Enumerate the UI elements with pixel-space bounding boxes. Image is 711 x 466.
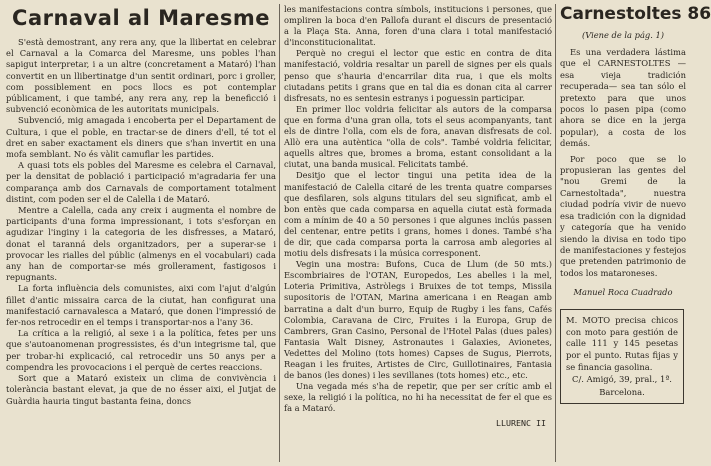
article2-body — [560, 47, 686, 279]
column-divider-1 — [279, 4, 280, 462]
article2-column — [560, 4, 711, 404]
article1-paragraph: Desitjo que el lector tingui una petita idea de la manifestació de Calella citaré de les trenta quatre comparses que desfilaren, sols alguns titulars del seu significat, amb el bon entès que cada comparsa en aquella ciutat està formada com a mínim de 40 a 50 persones i que algunes inclús passen del centenar, entre petits i grans, homes i dones. També s'ha de dir, que cada comparsa porta la carrosa amb alegories al motiu dels disfresats i la música corresponent. — [284, 170, 552, 259]
article1-paragraph: La forta influència dels comunistes, aixi com l'ajut d'algún fillet d'antic missaira carca de la ciutat, han configurat una manifestació carnavalesca a Mataró, que donen l'impressió de fer-nos retrocedir en el temps i transportar-nos a l'any 36. — [6, 283, 276, 328]
article1-column-1 — [6, 4, 276, 407]
article1-paragraph: Perquè no cregui el lector que estic en contra de dita manifestació, voldria resaltar un parell de signes per els quals penso que s'hauria d'encarrilar dita rua, i que els molts ciutadans petits i grans que en tal dia es donan cita al carrer disfresats, no es sentesin estranys i poguessin participar. — [284, 48, 552, 103]
article1-column-2 — [284, 4, 552, 428]
article1-paragraph: S'està demostrant, any rera any, que la llibertat en celebrar el Carnaval a la Comarca del Maresme, uns pobles l'han sapigut interpretar, i a un altre (concretament a Mataró) l'han convertit en un llibertinatge d'un sentit ordinari, porc i groller, com possiblement en pocs llocs es pot contemplar públicament, i que també, any rera any, rep la beneficció i subvenció econòmica de les autoritats municipals. — [6, 37, 276, 115]
article1-paragraph: En primer lloc voldria felicitar als autors de la comparsa que en forma d'una gran olla, tots el seus acompanyants, tant els de dintre l'olla, com els de fora, anavan disfresats de col. Allò era una autèntica "olla de cols". També voldria felicitar, aquells altres que, bromes a broma, estant consolidant a la ciutat, una banda musical. Felicitats també. — [284, 103, 552, 170]
ad-text: M. MOTO precisa chicos con moto para gestión de calle 111 y 145 pesetas por el punto. Rutas fijas y se financia gasolina. — [566, 315, 678, 372]
article2-paragraph: Es una verdadera lástima que el CARNESTOLTES —esa vieja tradición recuperada— sea tan sólo el pretexto para que unos pocos lo pasen pipa (como ahora se dice en la jerga popular), a costa de los demás. — [560, 47, 686, 149]
article1-body-col1 — [6, 37, 276, 407]
article1-paragraph: les manifestacions contra símbols, institucions i persones, que ompliren la boca d'en Pallofa durant el discurs de presentació a la Plaça Sta. Anna, foren d'una clara i total manifestació d'inconstitucionalitat. — [284, 4, 552, 48]
classified-ad — [560, 309, 684, 404]
ad-city: Barcelona. — [599, 386, 645, 397]
article2-headline: Carnestoltes 86 — [560, 4, 711, 24]
article1-paragraph: Una vegada més s'ha de repetir, que per ser crític amb el sexe, la religió i la política, no hi ha necessitat de fer el que es fa a Mataró. — [284, 381, 552, 414]
article1-paragraph: Mentre a Calella, cada any creix i augmenta el nombre de participants d'una forma impressionant, i tots s'esforçan en agudizar l'inginy i la categoria de les disfresses, a Mataró, donat el taranná dels organitzadors, per a superar-se i provocar les rialles del públic (almenys en el vocabulari) cada any han de comportar-se més grollerament, fastigosos i repugnants. — [6, 205, 276, 283]
article1-paragraph: Sort que a Mataró existeix un clima de convivència i tolerància bastant elevat, ja que de no ésser aixi, el Jutjat de Guàrdia hauria tingut bastanta feina, doncs — [6, 373, 276, 406]
ad-address: C/. Amigó, 39, pral., 1ª. — [572, 374, 672, 385]
article1-paragraph: Subvenció, mig amagada i encoberta per el Departament de Cultura, i que el poble, en tractar-se de diners d'ell, té tot el dret en saber exactament els diners que s'han invertit en una mofa semblant. No és vàlit camuflar les partides. — [6, 115, 276, 160]
article1-byline: LLURENC II — [496, 418, 546, 429]
article1-headline: Carnaval al Maresme — [12, 6, 270, 30]
article1-paragraph: Vegin una mostra: Bufons, Cuca de Llum (de 50 mts.) Escombriaires de l'OTAN, Europedos, Les abelles i la mel, Loteria Primitiva, Astròlegs i Bruixes de tot temps, Missila supositoris de l'OTAN, Marina americana i en Reagan amb barratina a dalt d'un burro, Equip de Rugby i les fans, Cafés Colombia, Caravana de Circ, Fruites i la Europa, Grup de Cambrers, Gran Casino, Personal de l'Hotel Palas (dues pales) Fantasia Walt Disney, Astronautes i Galaxies, Avionetes, Vedettes del Molino (tots homes) Capses de Sugus, Pierrots, Reagan i les fruites, Artistes de Circ, Guillotinaires, Fantasia de banos (les dones) i les sevillanes (tots homes) etc., etc. — [284, 259, 552, 381]
article2-signature: Manuel Roca Cuadrado — [573, 287, 673, 298]
article2-paragraph: Por poco que se lo propusieran las gentes del "nou Gremi de la Carnestoltada", nuestra ciudad podría vivir de nuevo esa tradición con la dignidad y categoría que ha venido siendo la divisa en todo tipo de manifestaciones y festejos que pretenden patrimonio de todos los mataroneses. — [560, 153, 686, 278]
column-divider-2 — [555, 4, 556, 462]
article1-paragraph: La crítica a la religió, al sexe i a la política, fetes per uns que s'autoanomenan progressistes, és d'un integrisme tal, que per trobar-hi explicació, cal retrocedir uns 50 anys per a compendra les provocacions i el perquè de certes reaccions. — [6, 328, 276, 372]
article1-paragraph: A quasi tots els pobles del Maresme es celebra el Carnaval, per la densitat de població i participació m'agradaria fer una comparança amb dos Carnavals de comportament totalment distint, com poden ser el de Calella i de Mataró. — [6, 160, 276, 204]
article2-subhead: (Viene de la pág. 1) — [582, 30, 664, 40]
article1-body-col2 — [284, 4, 552, 414]
